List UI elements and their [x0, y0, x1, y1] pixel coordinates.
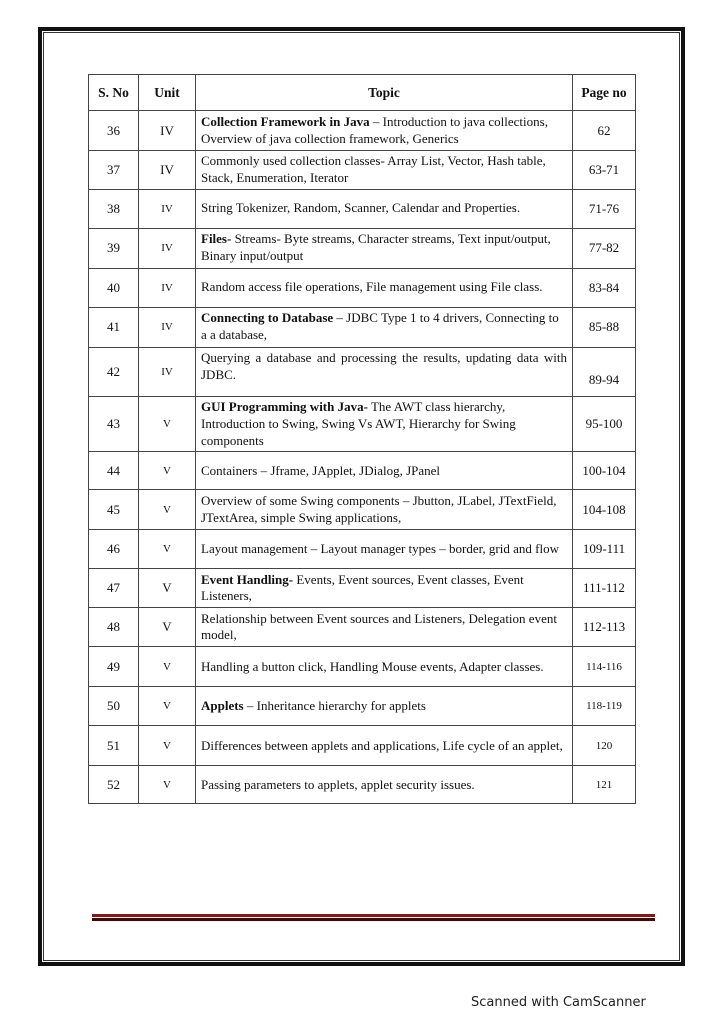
footer-rule: [92, 914, 655, 921]
row-page: 120: [573, 726, 636, 766]
scanner-watermark: Scanned with CamScanner: [471, 995, 646, 1010]
row-page: 104-108: [573, 490, 636, 530]
row-topic: [196, 347, 573, 396]
row-topic: [196, 490, 573, 530]
topic-heading: Connecting to Database: [201, 310, 334, 326]
row-sno: 44: [89, 452, 139, 490]
row-sno: 51: [89, 726, 139, 766]
row-topic: [196, 268, 573, 307]
topic-heading: Files-: [201, 231, 232, 247]
row-topic: [196, 647, 573, 687]
table-row: [89, 307, 636, 347]
table-row: [89, 608, 636, 647]
row-page: 77-82: [573, 228, 636, 268]
row-unit: V: [139, 647, 196, 687]
row-unit: V: [139, 569, 196, 608]
row-topic: [196, 569, 573, 608]
row-sno: 38: [89, 189, 139, 228]
row-unit: IV: [139, 111, 196, 151]
row-sno: 45: [89, 490, 139, 530]
row-unit: IV: [139, 189, 196, 228]
row-unit: IV: [139, 347, 196, 396]
row-sno: 46: [89, 530, 139, 569]
row-topic: [196, 608, 573, 647]
row-unit: IV: [139, 151, 196, 190]
row-unit: IV: [139, 307, 196, 347]
row-sno: 50: [89, 687, 139, 726]
topic-text: Overview of some Swing components – Jbutton, JLabel, JTextField, JTextArea, simple Swing applications,: [201, 493, 557, 525]
row-unit: V: [139, 490, 196, 530]
header-page: Page no: [573, 75, 636, 111]
row-page: 114-116: [573, 647, 636, 687]
row-topic: [196, 452, 573, 490]
topic-text: Containers – Jframe, JApplet, JDialog, JPanel: [201, 462, 441, 478]
row-sno: 41: [89, 307, 139, 347]
row-page: 100-104: [573, 452, 636, 490]
row-page: 118-119: [573, 687, 636, 726]
topic-text: Random access file operations, File management using File class.: [201, 279, 543, 295]
topic-text: Querying a database and processing the results, updating data with JDBC.: [201, 349, 567, 382]
table-row: [89, 647, 636, 687]
table-row: [89, 530, 636, 569]
row-page: 109-111: [573, 530, 636, 569]
topic-text: Commonly used collection classes- Array List, Vector, Hash table, Stack, Enumeration, Iterator: [201, 153, 546, 185]
row-sno: 39: [89, 228, 139, 268]
row-page: 95-100: [573, 396, 636, 452]
topic-text: The AWT class hierarchy, Introduction to Swing, Swing Vs AWT, Hierarchy for Swing components: [201, 398, 516, 448]
topic-text: Events, Event sources, Event classes, Event Listeners,: [201, 571, 524, 604]
table-row: [89, 347, 636, 396]
row-topic: [196, 151, 573, 190]
topic-text: – Inheritance hierarchy for applets: [243, 698, 426, 713]
topic-text: Layout management – Layout manager types – border, grid and flow: [201, 541, 559, 556]
topic-text: Differences between applets and applications, Life cycle of an applet,: [201, 737, 563, 753]
topic-text: String Tokenizer, Random, Scanner, Calendar and Properties.: [201, 200, 521, 216]
topic-text: – Introduction to java collections, Overview of java collection framework, Generics: [201, 113, 548, 146]
row-unit: V: [139, 608, 196, 647]
table-header-row: [89, 75, 636, 111]
contents-table: [88, 74, 636, 804]
topic-text: Handling a button click, Handling Mouse events, Adapter classes.: [201, 658, 544, 674]
row-page: 89-94: [573, 347, 636, 396]
table-row: [89, 151, 636, 190]
row-sno: 49: [89, 647, 139, 687]
header-topic: Topic: [196, 75, 573, 111]
topic-text: Streams- Byte streams, Character streams, Text input/output, Binary input/output: [201, 231, 551, 264]
table-row: [89, 396, 636, 452]
table-row: [89, 189, 636, 228]
row-topic: [196, 307, 573, 347]
row-unit: V: [139, 726, 196, 766]
row-sno: 36: [89, 111, 139, 151]
table-row: [89, 268, 636, 307]
topic-heading: GUI Programming with Java-: [201, 398, 368, 414]
row-topic: [196, 687, 573, 726]
table-row: [89, 111, 636, 151]
table-row: [89, 726, 636, 766]
row-topic: [196, 726, 573, 766]
row-unit: V: [139, 452, 196, 490]
row-sno: 52: [89, 766, 139, 804]
row-sno: 47: [89, 569, 139, 608]
table-row: [89, 452, 636, 490]
row-topic: [196, 111, 573, 151]
topic-heading: Applets: [201, 698, 244, 713]
row-sno: 37: [89, 151, 139, 190]
header-sno: S. No: [89, 75, 139, 111]
row-sno: 42: [89, 347, 139, 396]
row-unit: V: [139, 687, 196, 726]
row-unit: V: [139, 396, 196, 452]
row-topic: [196, 228, 573, 268]
table-row: [89, 766, 636, 804]
row-unit: V: [139, 766, 196, 804]
table-row: [89, 687, 636, 726]
row-topic: [196, 766, 573, 804]
row-page: 121: [573, 766, 636, 804]
topic-text: – JDBC Type 1 to 4 drivers, Connecting to a a database,: [201, 310, 559, 343]
row-page: 112-113: [573, 608, 636, 647]
topic-heading: Collection Framework in Java: [201, 113, 370, 129]
topic-heading: Event Handling-: [201, 571, 294, 587]
row-topic: [196, 189, 573, 228]
row-page: 83-84: [573, 268, 636, 307]
row-unit: IV: [139, 228, 196, 268]
header-unit: Unit: [139, 75, 196, 111]
table-row: [89, 490, 636, 530]
row-page: 63-71: [573, 151, 636, 190]
row-sno: 43: [89, 396, 139, 452]
row-unit: IV: [139, 268, 196, 307]
row-unit: V: [139, 530, 196, 569]
topic-text: Passing parameters to applets, applet security issues.: [201, 776, 475, 792]
row-topic: [196, 396, 573, 452]
row-page: 71-76: [573, 189, 636, 228]
topic-text: Relationship between Event sources and Listeners, Delegation event model,: [201, 610, 557, 643]
row-page: 85-88: [573, 307, 636, 347]
row-sno: 40: [89, 268, 139, 307]
table-row: [89, 569, 636, 608]
table-row: [89, 228, 636, 268]
row-page: 111-112: [573, 569, 636, 608]
row-sno: 48: [89, 608, 139, 647]
row-page: 62: [573, 111, 636, 151]
row-topic: [196, 530, 573, 569]
